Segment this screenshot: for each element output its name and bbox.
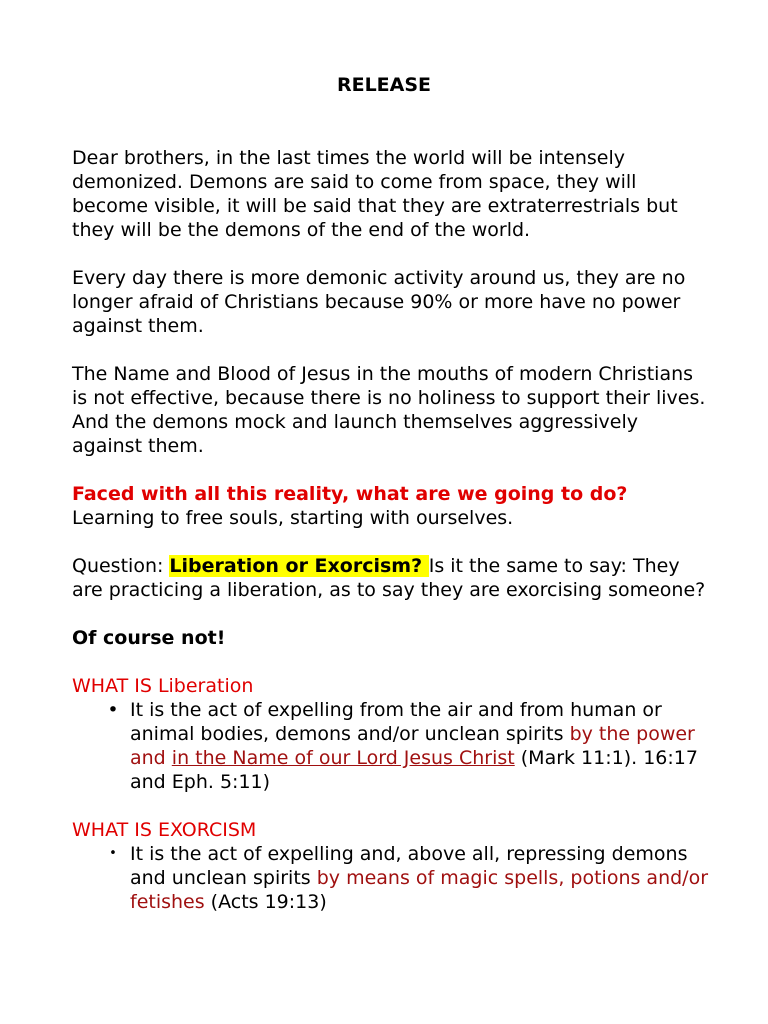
exorcism-list	[72, 842, 712, 914]
liberation-link[interactable]: in the Name of our Lord Jesus Christ	[171, 747, 515, 769]
liberation-text-1: It is the act of expelling from the air and from human or animal bodies, demons and/or unclean spirits	[130, 699, 662, 745]
exorcism-heading: WHAT IS EXORCISM	[72, 819, 257, 841]
reality-section	[72, 482, 712, 530]
question-rest: Is it the same to say: They are practicing a liberation, as to say they are exorcising someone?	[72, 555, 706, 601]
list-item	[72, 842, 712, 914]
question-prefix: Question:	[72, 555, 170, 577]
document-title: RELEASE	[336, 74, 432, 96]
paragraph-intro: Dear brothers, in the last times the world will be intensely demonized. Demons are said to come from space, they will become visible, it will be said that they are extraterrestrials but they will be the demons of the end of the world.	[72, 147, 678, 241]
bullet-icon: •	[107, 699, 119, 721]
liberation-text-2: (Mark 11:1). 16:17 and Eph. 5:11)	[130, 747, 698, 793]
paragraph-demonic-activity: Every day there is more demonic activity around us, they are no longer afraid of Christians because 90% or more have no power against them.	[72, 267, 686, 337]
of-course-not: Of course not!	[72, 627, 226, 649]
list-item	[72, 698, 712, 794]
question-highlight: Liberation or Exorcism?	[169, 555, 429, 577]
bullet-icon: •	[109, 846, 117, 861]
exorcism-text-1: It is the act of expelling and, above all, repressing demons and unclean spirits	[130, 843, 688, 889]
question-paragraph	[72, 554, 712, 602]
paragraph-name-and-blood: The Name and Blood of Jesus in the mouths of modern Christians is not effective, because there is no holiness to support their lives. And the demons mock and launch themselves aggressively against them.	[72, 363, 706, 457]
exorcism-text-2: (Acts 19:13)	[204, 891, 327, 913]
liberation-heading: WHAT IS Liberation	[72, 675, 254, 697]
reality-heading: Faced with all this reality, what are we going to do?	[72, 483, 628, 505]
reality-answer: Learning to free souls, starting with ourselves.	[72, 507, 514, 529]
liberation-red-text: by the power and	[130, 723, 695, 769]
liberation-list	[72, 698, 712, 794]
exorcism-red-text: by means of magic spells, potions and/or fetishes	[130, 867, 709, 913]
document-body	[72, 146, 712, 938]
